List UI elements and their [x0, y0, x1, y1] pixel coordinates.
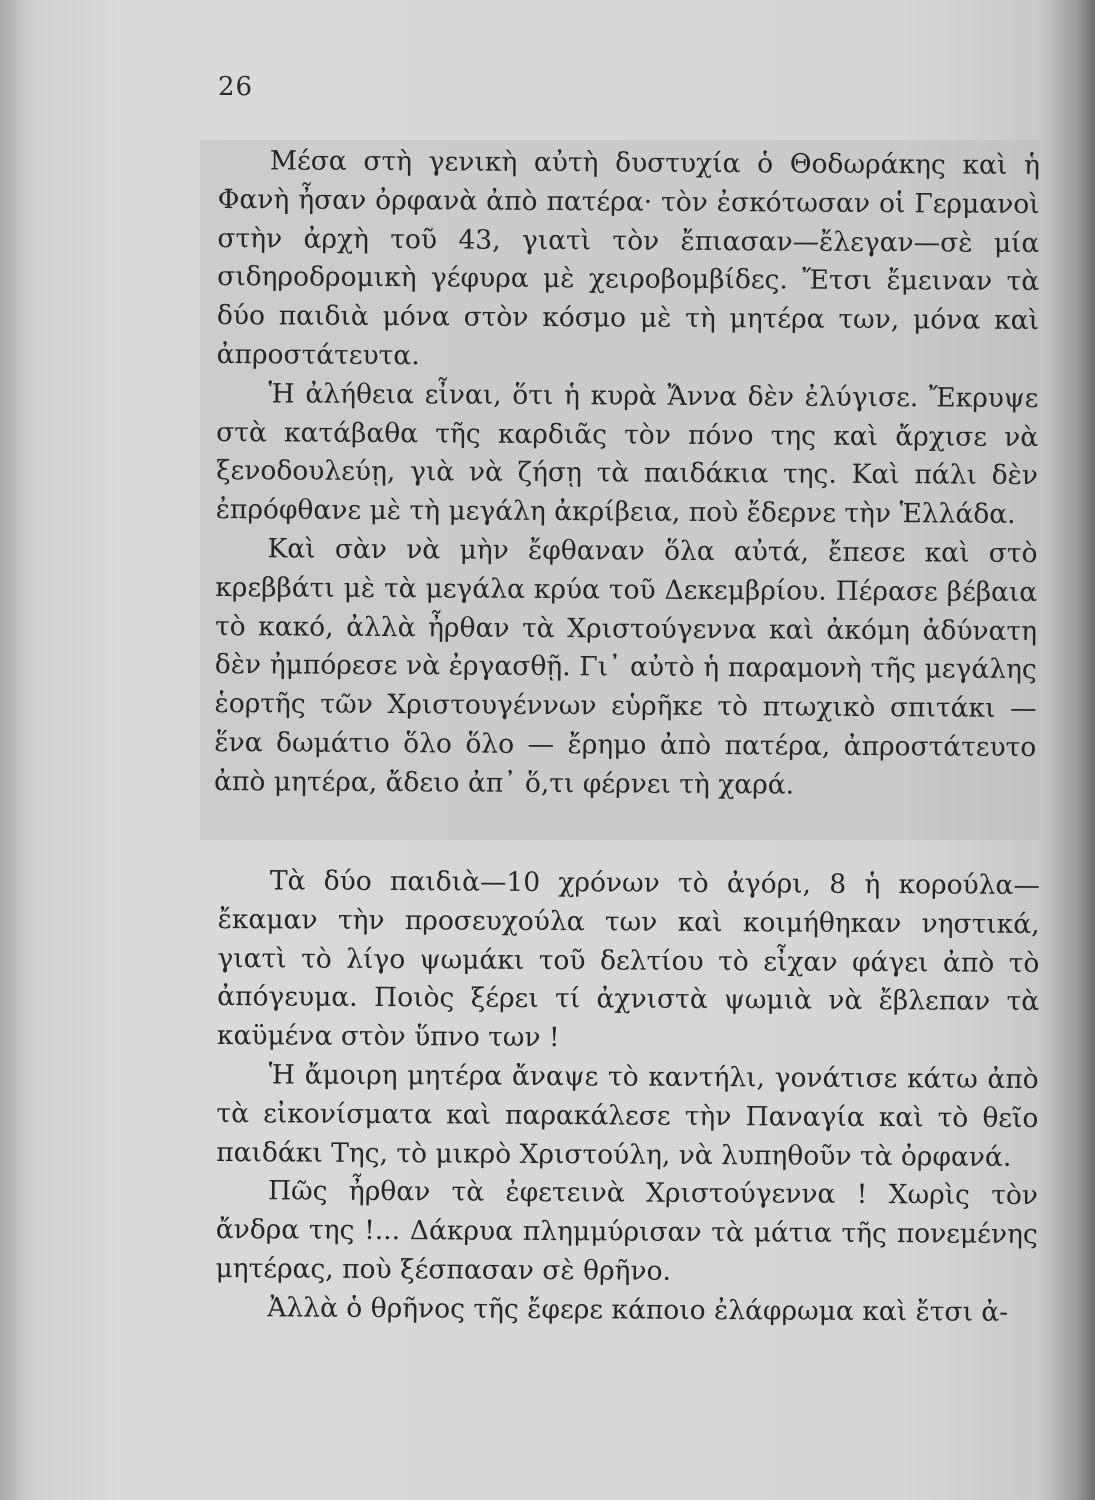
- paragraph: Πῶς ἦρθαν τὰ ἐφετεινὰ Χριστούγεννα ! Χωρὶς τὸν ἄνδρα της !... Δάκρυα πλημμύρισαν τὰ μάτια τῆς πονεμένης μητέρας, ποὺ ξέσπασαν σὲ θρῆνο.: [215, 1175, 1039, 1287]
- paragraph: Καὶ σὰν νὰ μὴν ἔφθαναν ὅλα αὐτά, ἔπεσε καὶ στὸ κρεββάτι μὲ τὰ μεγάλα κρύα τοῦ Δεκεμβρίου. Πέρασε βέβαια τὸ κακό, ἀλλὰ ἦρθαν τὰ Χριστούγεννα καὶ ἀκόμη ἀδύνατη δὲν ἠμπόρεσε νὰ ἐργασθῇ. Γι᾽ αὐτὸ ἡ παραμονὴ τῆς μεγάλης ἑορτῆς τῶν Χριστουγέννων εὑρῆκε τὸ πτωχικὸ σπιτάκι — ἕνα δωμάτιο ὅλο ὅλο — ἔρημο ἀπὸ πατέρα, ἀπροστάτευτο ἀπὸ μητέρα, ἄδειο ἀπ᾽ ὅ,τι φέρνει τὴ χαρά.: [214, 533, 1038, 801]
- paragraph: Μέσα στὴ γενικὴ αὐτὴ δυστυχία ὁ Θοδωράκης καὶ ἡ Φανὴ ἦσαν ὀρφανὰ ἀπὸ πατέρα· τὸν ἐσκότωσαν οἱ Γερμανοὶ στὴν ἀρχὴ τοῦ 43, γιατὶ τὸν ἔπιασαν—ἔλεγαν—σὲ μία σιδηροδρομικὴ γέφυρα μὲ χειροβομβίδες. Ἔτσι ἔμειναν τὰ δύο παιδιὰ μόνα στὸν κόσμο μὲ τὴ μητέρα των, μόνα καὶ ἀπροστάτευτα.: [216, 145, 1040, 372]
- paragraph: Ἡ ἄμοιρη μητέρα ἄναψε τὸ καντήλι, γονάτισε κάτω ἀπὸ τὰ εἰκονίσματα καὶ παρακάλεσε τὴν Παναγία καὶ τὸ θεῖο παιδάκι Της, τὸ μικρὸ Χριστούλη, νὰ λυπηθοῦν τὰ ὀρφανά.: [216, 1059, 1039, 1173]
- page-number: 26: [218, 72, 254, 102]
- page-binding-edge: [0, 0, 22, 1500]
- paragraph: Ἀλλὰ ὁ θρῆνος τῆς ἔφερε κάποιο ἐλάφρωμα καὶ ἔτσι ἀ-: [267, 1292, 1009, 1328]
- paragraph: Τὰ δύο παιδιὰ—10 χρόνων τὸ ἀγόρι, 8 ἡ κορούλα—ἔκαμαν τὴν προσευχούλα των καὶ κοιμήθηκαν νηστικά, γιατὶ τὸ λίγο ψωμάκι τοῦ δελτίου τὸ εἶχαν φάγει ἀπὸ τὸ ἀπόγευμα. Ποιὸς ξέρει τί ἀχνιστὰ ψωμιὰ νὰ ἔβλεπαν τὰ καϋμένα στὸν ὕπνο των !: [216, 865, 1040, 1054]
- text-block-upper: [214, 142, 1040, 807]
- paragraph: Ἡ ἀλήθεια εἶναι, ὅτι ἡ κυρὰ Ἄννα δὲν ἐλύγισε. Ἔκρυψε στὰ κατάβαθα τῆς καρδιᾶς τὸν πόνο της καὶ ἄρχισε νὰ ξενοδουλεύῃ, γιὰ νὰ ζήσῃ τὰ παιδάκια της. Καὶ πάλι δὲν ἐπρόφθανε μὲ τὴ μεγάλη ἀκρίβεια, ποὺ ἔδερνε τὴν Ἑλλάδα.: [215, 378, 1039, 531]
- text-block-lower: [215, 862, 1040, 1333]
